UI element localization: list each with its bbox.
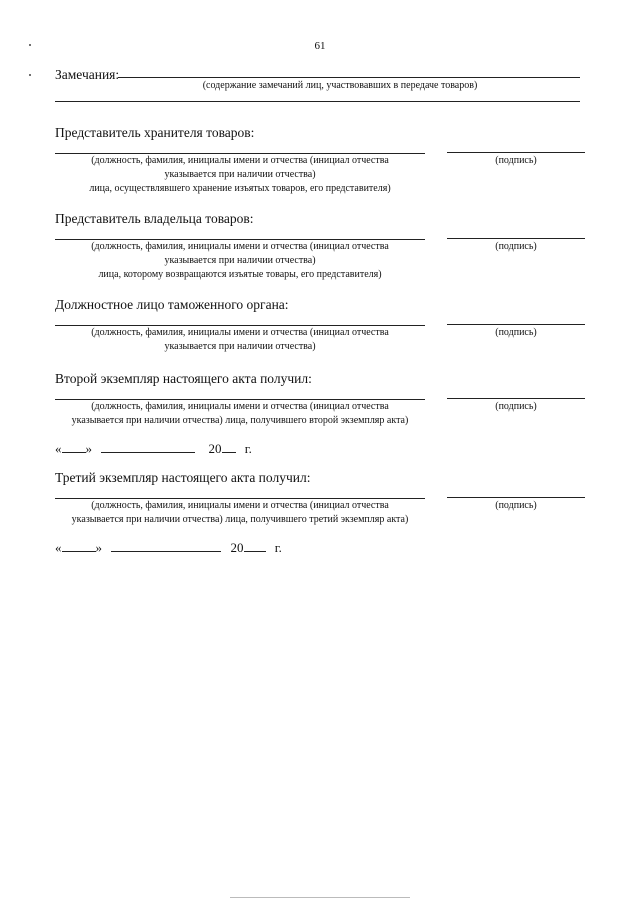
- caption-line: указывается при наличии отчества): [164, 341, 316, 352]
- date-day-blank: [62, 540, 96, 552]
- date-open-quote: «: [55, 540, 62, 555]
- caption-line: (должность, фамилия, инициалы имени и отчества (инициал отчества: [91, 327, 389, 338]
- date-month-blank: [101, 441, 195, 453]
- second-copy-date: [55, 441, 252, 457]
- customs-officer-heading: Должностное лицо таможенного органа:: [55, 297, 289, 312]
- date-open-quote: «: [55, 441, 62, 456]
- customs-officer-caption: [55, 326, 425, 354]
- date-year-prefix: 20: [230, 540, 244, 555]
- owner-signature-line: [447, 238, 585, 239]
- owner-signature-caption: (подпись): [495, 241, 537, 252]
- remarks-caption: (содержание замечаний лиц, участвовавших в передаче товаров): [202, 80, 478, 91]
- date-month-blank: [111, 540, 221, 552]
- caption-line: (должность, фамилия, инициалы имени и отчества (инициал отчества: [91, 241, 389, 252]
- custodian-signature-caption: (подпись): [495, 155, 537, 166]
- caption-line: указывается при наличии отчества) лица, получившего второй экземпляр акта): [71, 415, 409, 426]
- third-copy-heading: Третий экземпляр настоящего акта получил:: [55, 470, 311, 485]
- caption-line: (должность, фамилия, инициалы имени и отчества (инициал отчества: [91, 155, 389, 166]
- second-copy-signature-caption: (подпись): [495, 401, 537, 412]
- date-close-quote: »: [85, 441, 92, 456]
- third-copy-date: [55, 540, 282, 556]
- custodian-caption: [55, 154, 425, 196]
- remarks-line-2: [55, 101, 580, 102]
- third-copy-caption: [55, 499, 425, 527]
- date-year-suffix: г.: [274, 540, 282, 555]
- third-copy-signature-line: [447, 497, 585, 498]
- owner-caption: [55, 240, 425, 282]
- second-copy-caption: [55, 400, 425, 428]
- third-copy-signature-caption: (подпись): [495, 500, 537, 511]
- customs-officer-signature-caption: (подпись): [495, 327, 537, 338]
- scan-dot: [29, 74, 31, 76]
- caption-line: указывается при наличии отчества): [164, 169, 316, 180]
- date-year-suffix: г.: [244, 441, 252, 456]
- scan-edge: [230, 897, 410, 898]
- caption-line: лица, осуществлявшего хранение изъятых товаров, его представителя): [89, 183, 391, 194]
- custodian-signature-line: [447, 152, 585, 153]
- date-day-blank: [62, 441, 86, 453]
- custodian-representative-heading: Представитель хранителя товаров:: [55, 125, 255, 140]
- page-number: 61: [314, 40, 326, 52]
- date-year-prefix: 20: [208, 441, 222, 456]
- caption-line: лица, которому возвращаются изъятые товары, его представителя): [98, 269, 382, 280]
- caption-line: указывается при наличии отчества) лица, получившего третий экземпляр акта): [71, 514, 409, 525]
- remarks-label: Замечания:: [55, 67, 120, 82]
- second-copy-signature-line: [447, 398, 585, 399]
- date-year-blank: [222, 441, 236, 453]
- remarks-line-1: [118, 77, 580, 78]
- scan-dot: [29, 44, 31, 46]
- date-close-quote: »: [95, 540, 102, 555]
- second-copy-heading: Второй экземпляр настоящего акта получил:: [55, 371, 312, 386]
- owner-representative-heading: Представитель владельца товаров:: [55, 211, 254, 226]
- caption-line: указывается при наличии отчества): [164, 255, 316, 266]
- caption-line: (должность, фамилия, инициалы имени и отчества (инициал отчества: [91, 401, 389, 412]
- customs-officer-signature-line: [447, 324, 585, 325]
- caption-line: (должность, фамилия, инициалы имени и отчества (инициал отчества: [91, 500, 389, 511]
- date-year-blank: [244, 540, 266, 552]
